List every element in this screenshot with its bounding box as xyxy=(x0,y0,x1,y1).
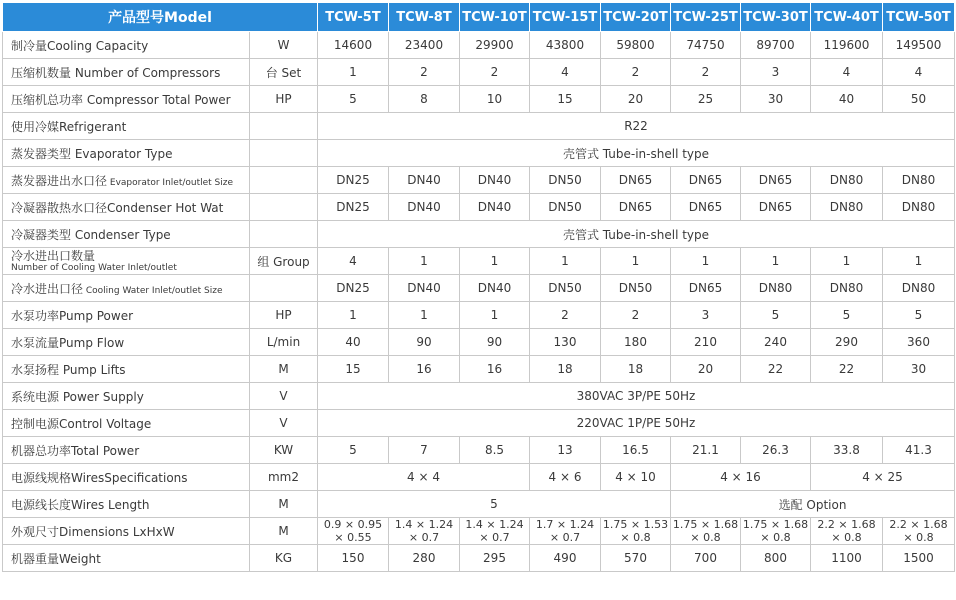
row-label-text: 冷凝器散热水口径Condenser Hot Wat xyxy=(11,200,224,215)
spec-row xyxy=(3,491,955,518)
row-label-text: 蒸发器类型 Evaporator Type xyxy=(11,146,173,161)
row-label xyxy=(3,86,250,113)
row-label xyxy=(3,167,250,194)
row-label-text: 水泵扬程 Pump Lifts xyxy=(11,362,126,377)
value-cell: DN40 xyxy=(460,275,530,302)
value-cell: 8.5 xyxy=(460,437,530,464)
value-cell: DN65 xyxy=(671,275,741,302)
value-cell: 10 xyxy=(460,86,530,113)
value-cell: 1500 xyxy=(883,545,955,572)
row-label xyxy=(3,410,250,437)
value-cell: 74750 xyxy=(671,32,741,59)
row-label-text: 冷水进出口径 xyxy=(11,281,84,296)
value-cell: DN25 xyxy=(318,167,389,194)
value-cell: 18 xyxy=(601,356,671,383)
value-cell: 选配 Option xyxy=(671,491,955,518)
spec-row xyxy=(3,356,955,383)
unit-cell: 台 Set xyxy=(250,59,318,86)
value-cell: DN80 xyxy=(883,167,955,194)
value-cell: 1 xyxy=(460,248,530,275)
value-cell xyxy=(883,518,955,545)
unit-cell: HP xyxy=(250,86,318,113)
value-cell: DN80 xyxy=(883,194,955,221)
unit-cell xyxy=(250,113,318,140)
row-label xyxy=(3,248,250,275)
value-cell: 240 xyxy=(741,329,811,356)
unit-cell: 组 Group xyxy=(250,248,318,275)
spec-row xyxy=(3,221,955,248)
value-cell: DN65 xyxy=(741,194,811,221)
row-label-text: 系统电源 Power Supply xyxy=(11,389,144,404)
value-cell: 150 xyxy=(318,545,389,572)
unit-cell: M xyxy=(250,491,318,518)
value-cell: DN25 xyxy=(318,194,389,221)
value-cell: 2 xyxy=(389,59,460,86)
value-cell: 33.8 xyxy=(811,437,883,464)
value-cell: 290 xyxy=(811,329,883,356)
value-cell: 2 xyxy=(601,59,671,86)
value-cell: DN80 xyxy=(811,275,883,302)
spec-row xyxy=(3,437,955,464)
row-label xyxy=(3,437,250,464)
row-label-text: 制冷量Cooling Capacity xyxy=(11,38,149,53)
value-cell: 4 × 16 xyxy=(671,464,811,491)
value-cell: 2 xyxy=(671,59,741,86)
spec-row xyxy=(3,275,955,302)
unit-cell xyxy=(250,140,318,167)
value-cell: 149500 xyxy=(883,32,955,59)
model-header: 产品型号Model xyxy=(3,3,318,32)
unit-cell xyxy=(250,167,318,194)
value-cell: 1 xyxy=(389,302,460,329)
model-header-cell: TCW-40T xyxy=(811,3,883,32)
value-cell: 4 × 4 xyxy=(318,464,530,491)
value-cell: DN80 xyxy=(811,167,883,194)
unit-cell: V xyxy=(250,383,318,410)
value-cell: 5 xyxy=(318,437,389,464)
value-cell: 5 xyxy=(318,86,389,113)
value-cell xyxy=(318,518,389,545)
spec-row xyxy=(3,248,955,275)
value-cell: 360 xyxy=(883,329,955,356)
value-cell: DN50 xyxy=(601,275,671,302)
row-label xyxy=(3,329,250,356)
value-cell: 30 xyxy=(741,86,811,113)
spec-row xyxy=(3,140,955,167)
row-label xyxy=(3,275,250,302)
value-cell: 119600 xyxy=(811,32,883,59)
value-cell: 130 xyxy=(530,329,601,356)
model-header-cell: TCW-10T xyxy=(460,3,530,32)
value-cell: DN40 xyxy=(389,275,460,302)
value-cell xyxy=(530,518,601,545)
spec-row xyxy=(3,32,955,59)
value-cell: 1 xyxy=(318,302,389,329)
value-cell: 180 xyxy=(601,329,671,356)
value-cell: 1 xyxy=(318,59,389,86)
value-line: 1.4 × 1.24 xyxy=(465,518,524,531)
row-label xyxy=(3,491,250,518)
value-cell: 1 xyxy=(671,248,741,275)
spec-row xyxy=(3,464,955,491)
row-label-text: 电源线长度Wires Length xyxy=(11,497,150,512)
value-cell: 1100 xyxy=(811,545,883,572)
spec-row xyxy=(3,518,955,545)
value-cell: 1 xyxy=(601,248,671,275)
model-header-cell: TCW-50T xyxy=(883,3,955,32)
value-cell: DN80 xyxy=(883,275,955,302)
value-cell: 4 xyxy=(883,59,955,86)
value-line: × 0.7 xyxy=(408,531,440,544)
value-cell: DN50 xyxy=(530,167,601,194)
spec-row xyxy=(3,302,955,329)
model-header-cell: TCW-20T xyxy=(601,3,671,32)
row-label xyxy=(3,545,250,572)
row-label xyxy=(3,464,250,491)
spec-row xyxy=(3,410,955,437)
value-cell: 29900 xyxy=(460,32,530,59)
value-line: × 0.8 xyxy=(831,531,862,544)
value-line: 2.2 × 1.68 xyxy=(817,518,876,531)
value-cell xyxy=(460,518,530,545)
value-line: × 0.8 xyxy=(760,531,791,544)
value-cell: 700 xyxy=(671,545,741,572)
value-cell: 15 xyxy=(318,356,389,383)
value-cell: 2 xyxy=(530,302,601,329)
unit-cell: M xyxy=(250,518,318,545)
unit-cell: L/min xyxy=(250,329,318,356)
value-cell: 20 xyxy=(671,356,741,383)
value-cell: DN50 xyxy=(530,194,601,221)
value-cell: 5 xyxy=(318,491,671,518)
value-cell: 21.1 xyxy=(671,437,741,464)
value-cell: DN40 xyxy=(389,194,460,221)
spec-body xyxy=(3,32,955,572)
value-cell: 4 xyxy=(318,248,389,275)
row-label xyxy=(3,32,250,59)
value-cell: DN25 xyxy=(318,275,389,302)
value-line: × 0.8 xyxy=(903,531,934,544)
value-cell: 5 xyxy=(741,302,811,329)
spec-row xyxy=(3,113,955,140)
unit-cell: mm2 xyxy=(250,464,318,491)
value-cell: 30 xyxy=(883,356,955,383)
value-cell: 壳管式 Tube-in-shell type xyxy=(318,140,955,167)
value-cell: DN80 xyxy=(811,194,883,221)
spec-row xyxy=(3,167,955,194)
row-label-text: 机器总功率Total Power xyxy=(11,443,140,458)
value-line: × 0.8 xyxy=(690,531,721,544)
row-label xyxy=(3,113,250,140)
row-label-text: 冷凝器类型 Condenser Type xyxy=(11,227,171,242)
value-cell: 1 xyxy=(389,248,460,275)
unit-cell xyxy=(250,221,318,248)
value-cell: 210 xyxy=(671,329,741,356)
model-header-cell: TCW-8T xyxy=(389,3,460,32)
row-label-text: 蒸发器进出水口径 xyxy=(11,173,108,188)
value-cell: 41.3 xyxy=(883,437,955,464)
spec-row xyxy=(3,59,955,86)
spec-row xyxy=(3,329,955,356)
value-cell: 380VAC 3P/PE 50Hz xyxy=(318,383,955,410)
value-cell: 2 xyxy=(460,59,530,86)
value-cell: 4 × 10 xyxy=(601,464,671,491)
value-cell: 8 xyxy=(389,86,460,113)
value-cell: DN65 xyxy=(741,167,811,194)
spec-row xyxy=(3,86,955,113)
value-cell: 壳管式 Tube-in-shell type xyxy=(318,221,955,248)
value-cell: 1 xyxy=(741,248,811,275)
value-cell: 490 xyxy=(530,545,601,572)
row-label xyxy=(3,59,250,86)
row-label-en: Evaporator Inlet/outlet Size xyxy=(107,177,234,188)
value-cell: DN80 xyxy=(741,275,811,302)
value-cell: DN65 xyxy=(601,194,671,221)
value-cell: 1 xyxy=(811,248,883,275)
value-cell: 16.5 xyxy=(601,437,671,464)
value-cell: 40 xyxy=(318,329,389,356)
value-cell: 23400 xyxy=(389,32,460,59)
value-cell: 25 xyxy=(671,86,741,113)
value-cell: 800 xyxy=(741,545,811,572)
value-cell xyxy=(671,518,741,545)
model-header-cell: TCW-25T xyxy=(671,3,741,32)
value-cell: DN40 xyxy=(389,167,460,194)
value-line: × 0.7 xyxy=(549,531,581,544)
row-label xyxy=(3,221,250,248)
value-cell: 220VAC 1P/PE 50Hz xyxy=(318,410,955,437)
row-label-text: 外观尺寸Dimensions LxHxW xyxy=(11,524,175,539)
row-label xyxy=(3,518,250,545)
value-cell: DN65 xyxy=(671,194,741,221)
row-label-cn: 冷水进出口数量 xyxy=(11,248,96,263)
value-cell: 1 xyxy=(883,248,955,275)
row-label xyxy=(3,356,250,383)
value-line: 0.9 × 0.95 xyxy=(323,518,383,531)
header-row xyxy=(3,3,955,32)
value-cell: DN65 xyxy=(671,167,741,194)
value-cell: 570 xyxy=(601,545,671,572)
value-cell: 26.3 xyxy=(741,437,811,464)
value-line: 1.75 × 1.68 xyxy=(672,518,739,531)
value-cell: 1 xyxy=(530,248,601,275)
value-cell: 22 xyxy=(811,356,883,383)
value-cell: 3 xyxy=(671,302,741,329)
value-cell: 7 xyxy=(389,437,460,464)
unit-cell: V xyxy=(250,410,318,437)
row-label xyxy=(3,302,250,329)
row-label-en: Number of Cooling Water Inlet/outlet xyxy=(11,262,177,273)
row-label xyxy=(3,140,250,167)
row-label-text: 水泵流量Pump Flow xyxy=(11,335,125,350)
row-label-text: 水泵功率Pump Power xyxy=(11,308,134,323)
value-cell: 4 × 25 xyxy=(811,464,955,491)
value-line: 2.2 × 1.68 xyxy=(889,518,948,531)
unit-cell xyxy=(250,194,318,221)
value-cell: 13 xyxy=(530,437,601,464)
value-cell: 89700 xyxy=(741,32,811,59)
model-header-cell: TCW-5T xyxy=(318,3,389,32)
value-cell xyxy=(389,518,460,545)
spec-row xyxy=(3,545,955,572)
value-cell: 5 xyxy=(811,302,883,329)
value-cell xyxy=(741,518,811,545)
value-cell: 1 xyxy=(460,302,530,329)
spec-table xyxy=(2,2,955,572)
value-cell: R22 xyxy=(318,113,955,140)
unit-cell: W xyxy=(250,32,318,59)
unit-cell: KW xyxy=(250,437,318,464)
model-header-cell: TCW-30T xyxy=(741,3,811,32)
value-cell: DN40 xyxy=(460,167,530,194)
value-cell: 280 xyxy=(389,545,460,572)
value-cell: 18 xyxy=(530,356,601,383)
value-line: × 0.7 xyxy=(479,531,510,544)
value-cell: 16 xyxy=(389,356,460,383)
row-label-en: Cooling Water Inlet/outlet Size xyxy=(83,285,223,296)
value-cell: 15 xyxy=(530,86,601,113)
value-cell: 43800 xyxy=(530,32,601,59)
value-cell: 16 xyxy=(460,356,530,383)
row-label-text: 使用冷媒Refrigerant xyxy=(11,119,127,134)
value-line: 1.7 × 1.24 xyxy=(535,518,595,531)
value-cell: 4 xyxy=(530,59,601,86)
row-label-text: 压缩机总功率 Compressor Total Power xyxy=(11,92,231,107)
spec-row xyxy=(3,383,955,410)
value-cell xyxy=(811,518,883,545)
value-cell: 90 xyxy=(460,329,530,356)
model-header-cell: TCW-15T xyxy=(530,3,601,32)
value-cell: 50 xyxy=(883,86,955,113)
value-cell: DN40 xyxy=(460,194,530,221)
value-cell: 295 xyxy=(460,545,530,572)
unit-cell: KG xyxy=(250,545,318,572)
value-cell: 14600 xyxy=(318,32,389,59)
value-cell: DN65 xyxy=(601,167,671,194)
value-line: 1.75 × 1.53 xyxy=(602,518,669,531)
row-label-text: 电源线规格WiresSpecifications xyxy=(11,470,188,485)
row-label-text: 压缩机数量 Number of Compressors xyxy=(11,65,221,80)
row-label-text: 控制电源Control Voltage xyxy=(11,416,152,431)
value-cell: 59800 xyxy=(601,32,671,59)
value-cell: 2 xyxy=(601,302,671,329)
spec-row xyxy=(3,194,955,221)
value-line: × 0.55 xyxy=(334,531,372,544)
value-cell: 90 xyxy=(389,329,460,356)
row-label-text: 机器重量Weight xyxy=(11,551,101,566)
unit-cell xyxy=(250,275,318,302)
value-cell: 4 xyxy=(811,59,883,86)
value-cell: DN50 xyxy=(530,275,601,302)
value-cell: 40 xyxy=(811,86,883,113)
value-line: × 0.8 xyxy=(620,531,651,544)
value-cell: 4 × 6 xyxy=(530,464,601,491)
value-line: 1.75 × 1.68 xyxy=(742,518,809,531)
unit-cell: M xyxy=(250,356,318,383)
unit-cell: HP xyxy=(250,302,318,329)
value-cell: 3 xyxy=(741,59,811,86)
row-label xyxy=(3,194,250,221)
value-line: 1.4 × 1.24 xyxy=(394,518,454,531)
row-label xyxy=(3,383,250,410)
value-cell: 22 xyxy=(741,356,811,383)
value-cell: 20 xyxy=(601,86,671,113)
value-cell: 5 xyxy=(883,302,955,329)
value-cell xyxy=(601,518,671,545)
